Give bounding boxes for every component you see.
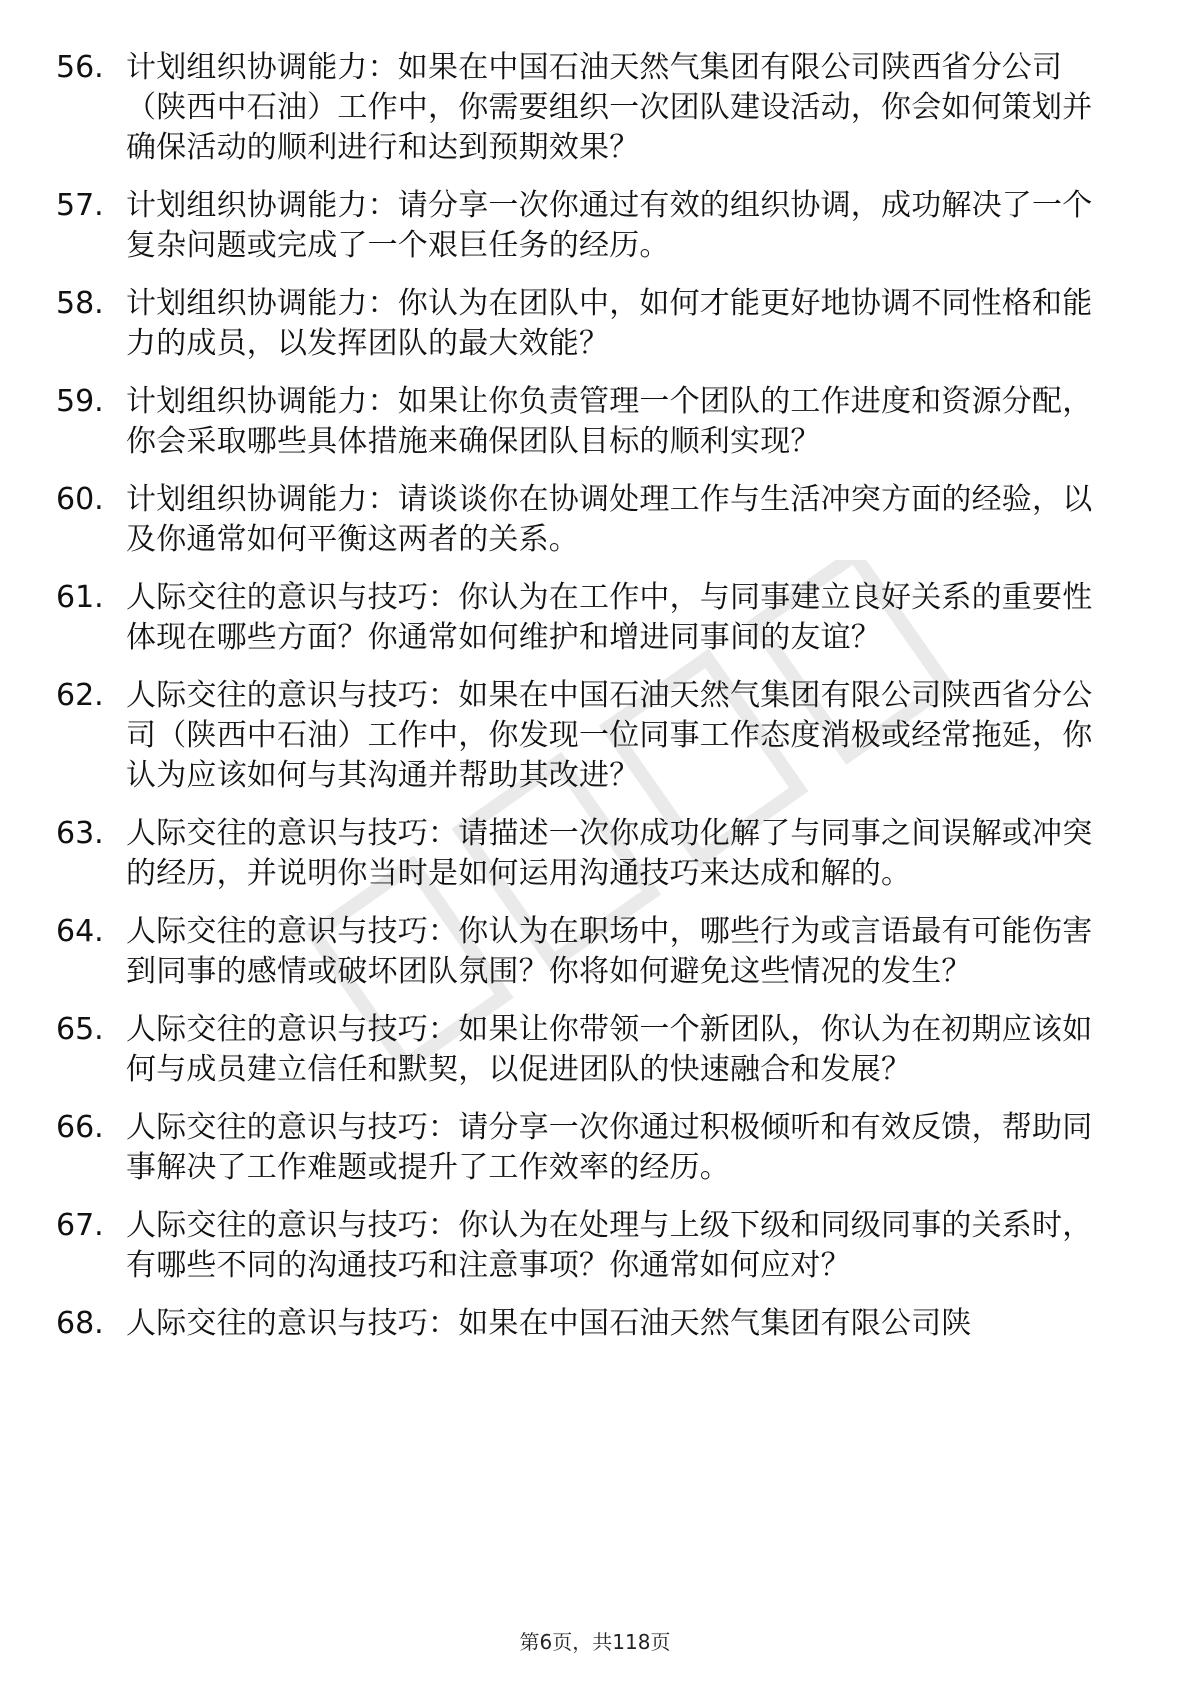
question-text: 人际交往的意识与技巧：请分享一次你通过积极倾听和有效反馈，帮助同事解决了工作难题或提升了工作效率的经历。 <box>126 1110 1093 1185</box>
question-number: 68. <box>56 1306 104 1341</box>
question-number: 62. <box>56 678 104 713</box>
question-text: 人际交往的意识与技巧：你认为在职场中，哪些行为或言语最有可能伤害到同事的感情或破坏团队氛围？你将如何避免这些情况的发生？ <box>126 914 1093 989</box>
list-item <box>56 1304 1136 1344</box>
question-number: 63. <box>56 816 104 851</box>
list-item <box>56 912 1136 992</box>
list-item <box>56 48 1136 168</box>
question-number: 60. <box>56 482 104 517</box>
question-text: 人际交往的意识与技巧：你认为在处理与上级下级和同级同事的关系时，有哪些不同的沟通技巧和注意事项？你通常如何应对？ <box>126 1208 1093 1283</box>
list-item <box>56 284 1136 364</box>
question-text: 人际交往的意识与技巧：如果在中国石油天然气集团有限公司陕西省分公司（陕西中石油）工作中，你发现一位同事工作态度消极或经常拖延，你认为应该如何与其沟通并帮助其改进？ <box>126 678 1093 793</box>
list-item <box>56 480 1136 560</box>
question-list <box>56 48 1136 1362</box>
question-number: 58. <box>56 286 104 321</box>
question-text: 计划组织协调能力：如果在中国石油天然气集团有限公司陕西省分公司（陕西中石油）工作中，你需要组织一次团队建设活动，你会如何策划并确保活动的顺利进行和达到预期效果？ <box>126 50 1093 165</box>
list-item <box>56 186 1136 266</box>
question-number: 56. <box>56 50 104 85</box>
question-number: 67. <box>56 1208 104 1243</box>
question-text: 人际交往的意识与技巧：如果在中国石油天然气集团有限公司陕 <box>126 1306 972 1341</box>
question-number: 57. <box>56 188 104 223</box>
page-footer: 第6页，共118页 <box>519 1630 671 1654</box>
list-item <box>56 676 1136 796</box>
list-item <box>56 1108 1136 1188</box>
question-text: 人际交往的意识与技巧：请描述一次你成功化解了与同事之间误解或冲突的经历，并说明你当时是如何运用沟通技巧来达成和解的。 <box>126 816 1093 891</box>
question-text: 计划组织协调能力：如果让你负责管理一个团队的工作进度和资源分配，你会采取哪些具体措施来确保团队目标的顺利实现？ <box>126 384 1093 459</box>
question-text: 计划组织协调能力：你认为在团队中，如何才能更好地协调不同性格和能力的成员，以发挥团队的最大效能？ <box>126 286 1093 361</box>
question-text: 人际交往的意识与技巧：你认为在工作中，与同事建立良好关系的重要性体现在哪些方面？你通常如何维护和增进同事间的友谊？ <box>126 580 1093 655</box>
question-text: 人际交往的意识与技巧：如果让你带领一个新团队，你认为在初期应该如何与成员建立信任和默契，以促进团队的快速融合和发展？ <box>126 1012 1093 1087</box>
list-item <box>56 382 1136 462</box>
question-number: 64. <box>56 914 104 949</box>
question-text: 计划组织协调能力：请谈谈你在协调处理工作与生活冲突方面的经验，以及你通常如何平衡这两者的关系。 <box>126 482 1093 557</box>
question-number: 59. <box>56 384 104 419</box>
question-text: 计划组织协调能力：请分享一次你通过有效的组织协调，成功解决了一个复杂问题或完成了一个艰巨任务的经历。 <box>126 188 1093 263</box>
question-number: 66. <box>56 1110 104 1145</box>
question-number: 61. <box>56 580 104 615</box>
list-item <box>56 814 1136 894</box>
list-item <box>56 1206 1136 1286</box>
list-item <box>56 1010 1136 1090</box>
list-item <box>56 578 1136 658</box>
question-number: 65. <box>56 1012 104 1047</box>
